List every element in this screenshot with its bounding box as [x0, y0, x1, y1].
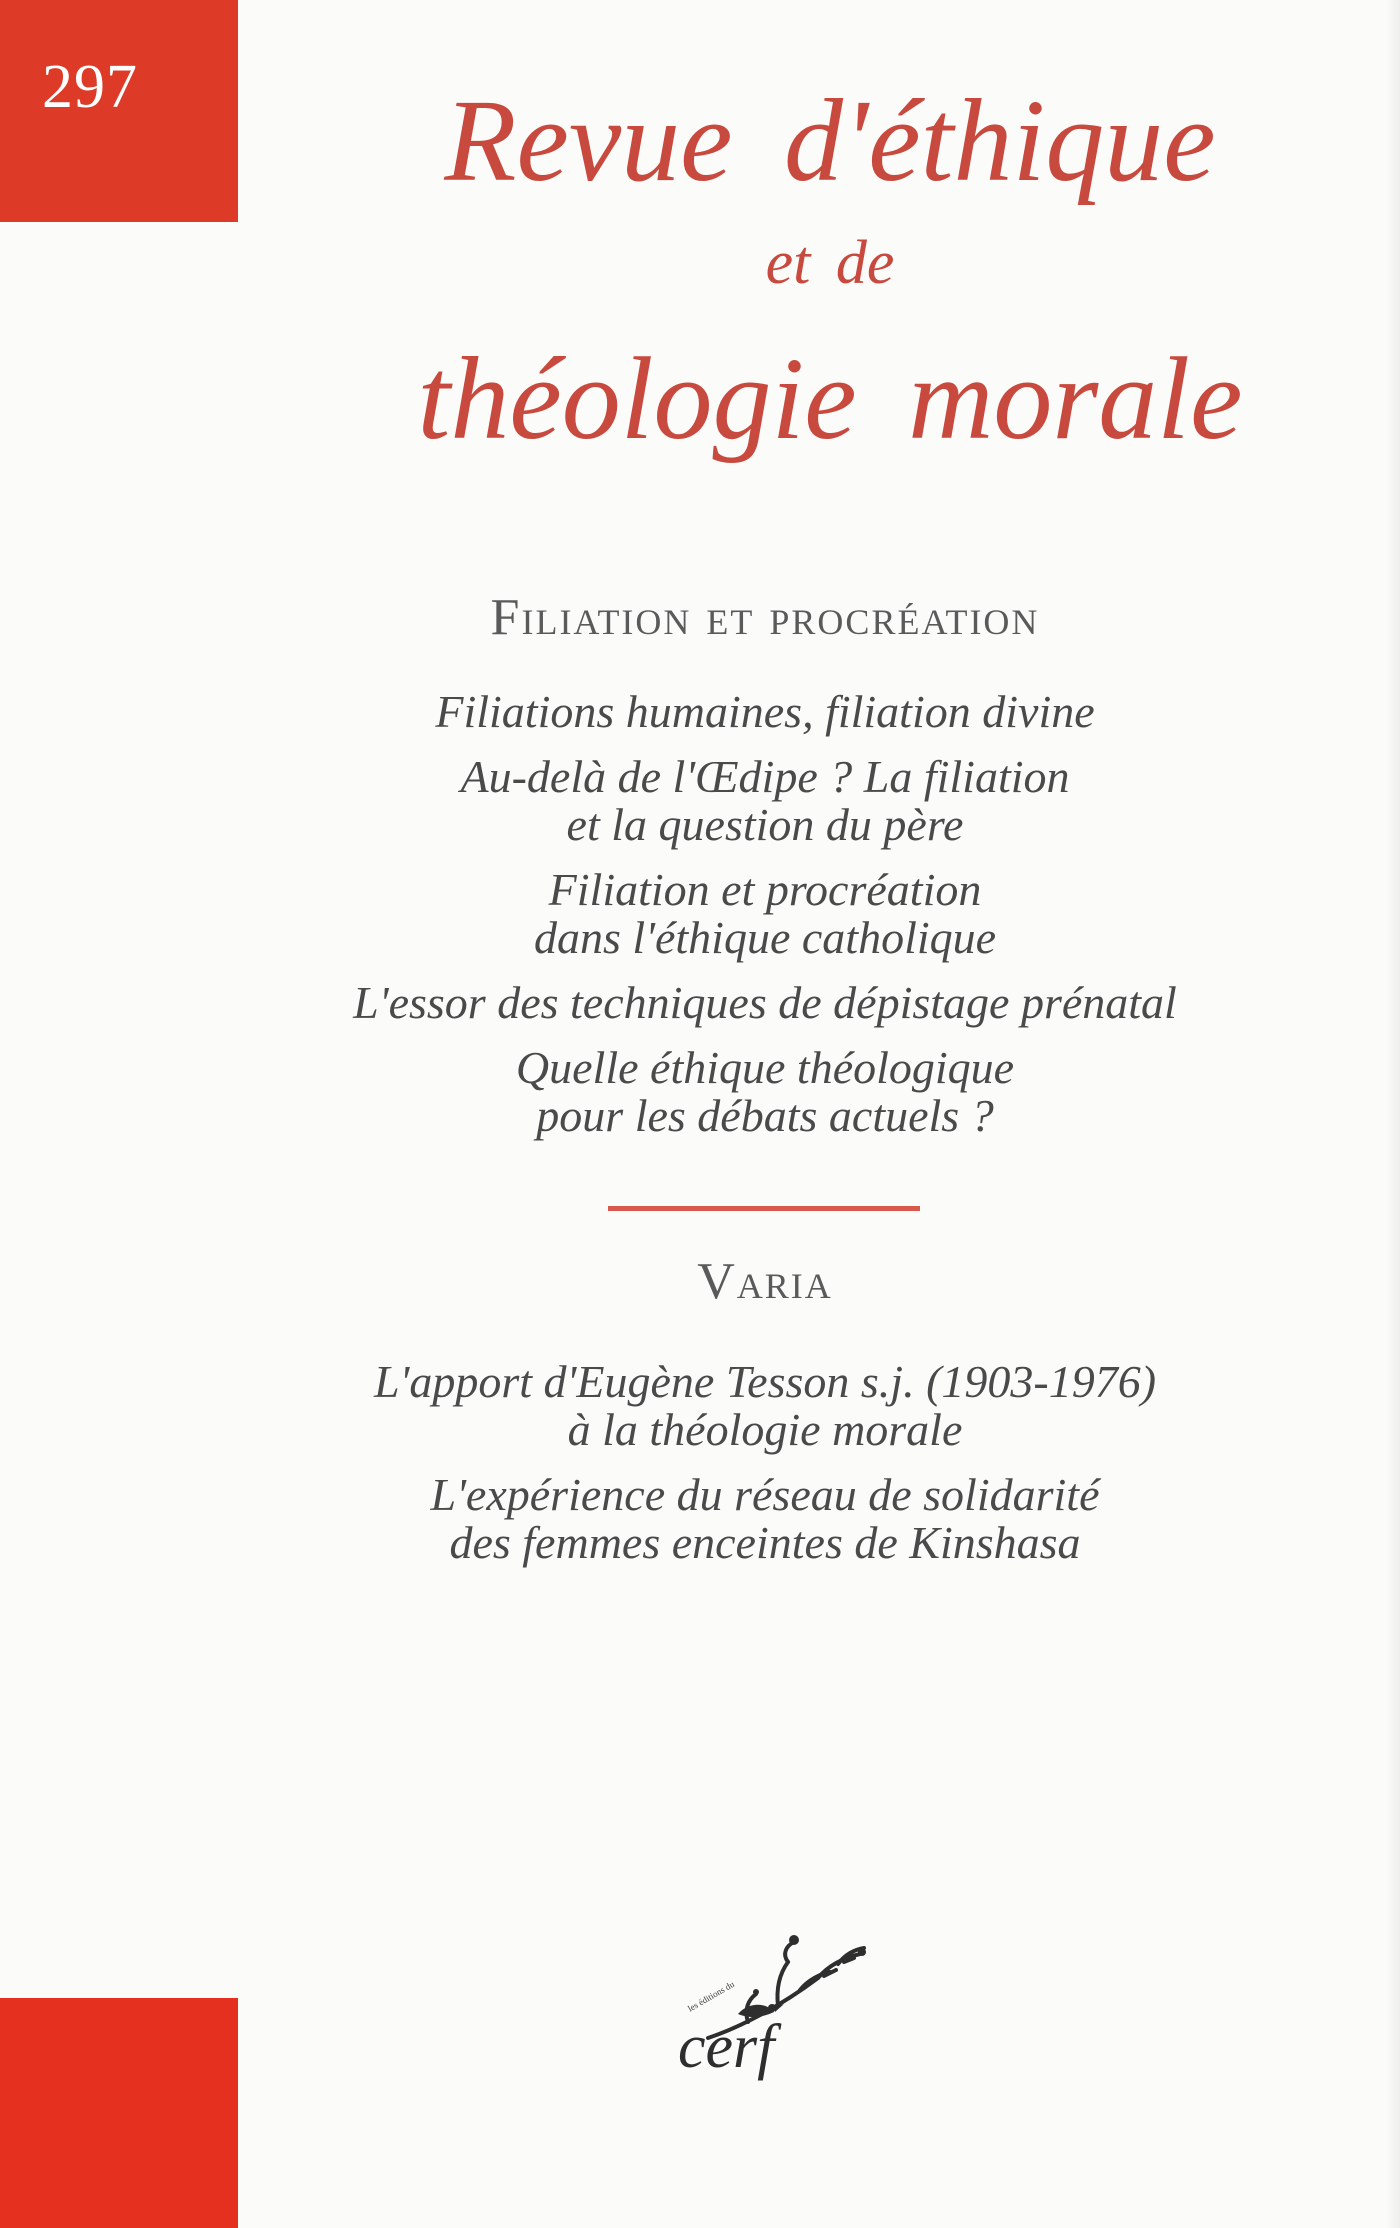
contents-item-line: Quelle éthique théologique — [515, 1042, 1015, 1093]
page-edge — [1386, 0, 1400, 2228]
dossier-contents — [260, 688, 1270, 1157]
contents-item — [260, 1044, 1270, 1140]
contents-item — [260, 1358, 1270, 1454]
contents-item-line: Filiation et procréation — [548, 864, 982, 915]
contents-item-line: des femmes enceintes de Kinshasa — [449, 1517, 1081, 1568]
section-divider — [608, 1206, 920, 1211]
contents-item — [260, 866, 1270, 962]
contents-item — [260, 1471, 1270, 1567]
contents-item-line: L'apport d'Eugène Tesson s.j. (1903-1976) — [373, 1356, 1157, 1407]
issue-number-block — [0, 0, 238, 222]
varia-heading: Varia — [697, 1253, 833, 1310]
journal-title-line-1: Revue d'éthique — [444, 75, 1216, 206]
contents-item — [260, 688, 1270, 736]
contents-item-line: L'expérience du réseau de solidarité — [430, 1469, 1100, 1520]
contents-item-line: à la théologie morale — [567, 1404, 963, 1455]
contents-item-line: L'essor des techniques de dépistage prénatal — [353, 977, 1177, 1028]
contents-item-line: Au-delà de l'Œdipe ? La filiation — [460, 751, 1070, 802]
contents-item-line: pour les débats actuels ? — [536, 1090, 994, 1141]
bottom-color-block — [0, 1998, 238, 2228]
contents-item-line: et la question du père — [566, 799, 964, 850]
journal-title-line-2: et de — [765, 229, 895, 297]
publisher-prefix: les éditions du — [686, 1979, 737, 2014]
contents-item — [260, 979, 1270, 1027]
journal-title-line-3: théologie morale — [417, 333, 1243, 464]
publisher-name: cerf — [678, 2013, 775, 2081]
contents-item — [260, 753, 1270, 849]
contents-item-line: dans l'éthique catholique — [533, 912, 997, 963]
varia-contents — [260, 1358, 1270, 1584]
issue-number: 297 — [42, 53, 138, 121]
dossier-heading: Filiation et procréation — [490, 589, 1040, 646]
contents-item-line: Filiations humaines, filiation divine — [435, 686, 1095, 737]
